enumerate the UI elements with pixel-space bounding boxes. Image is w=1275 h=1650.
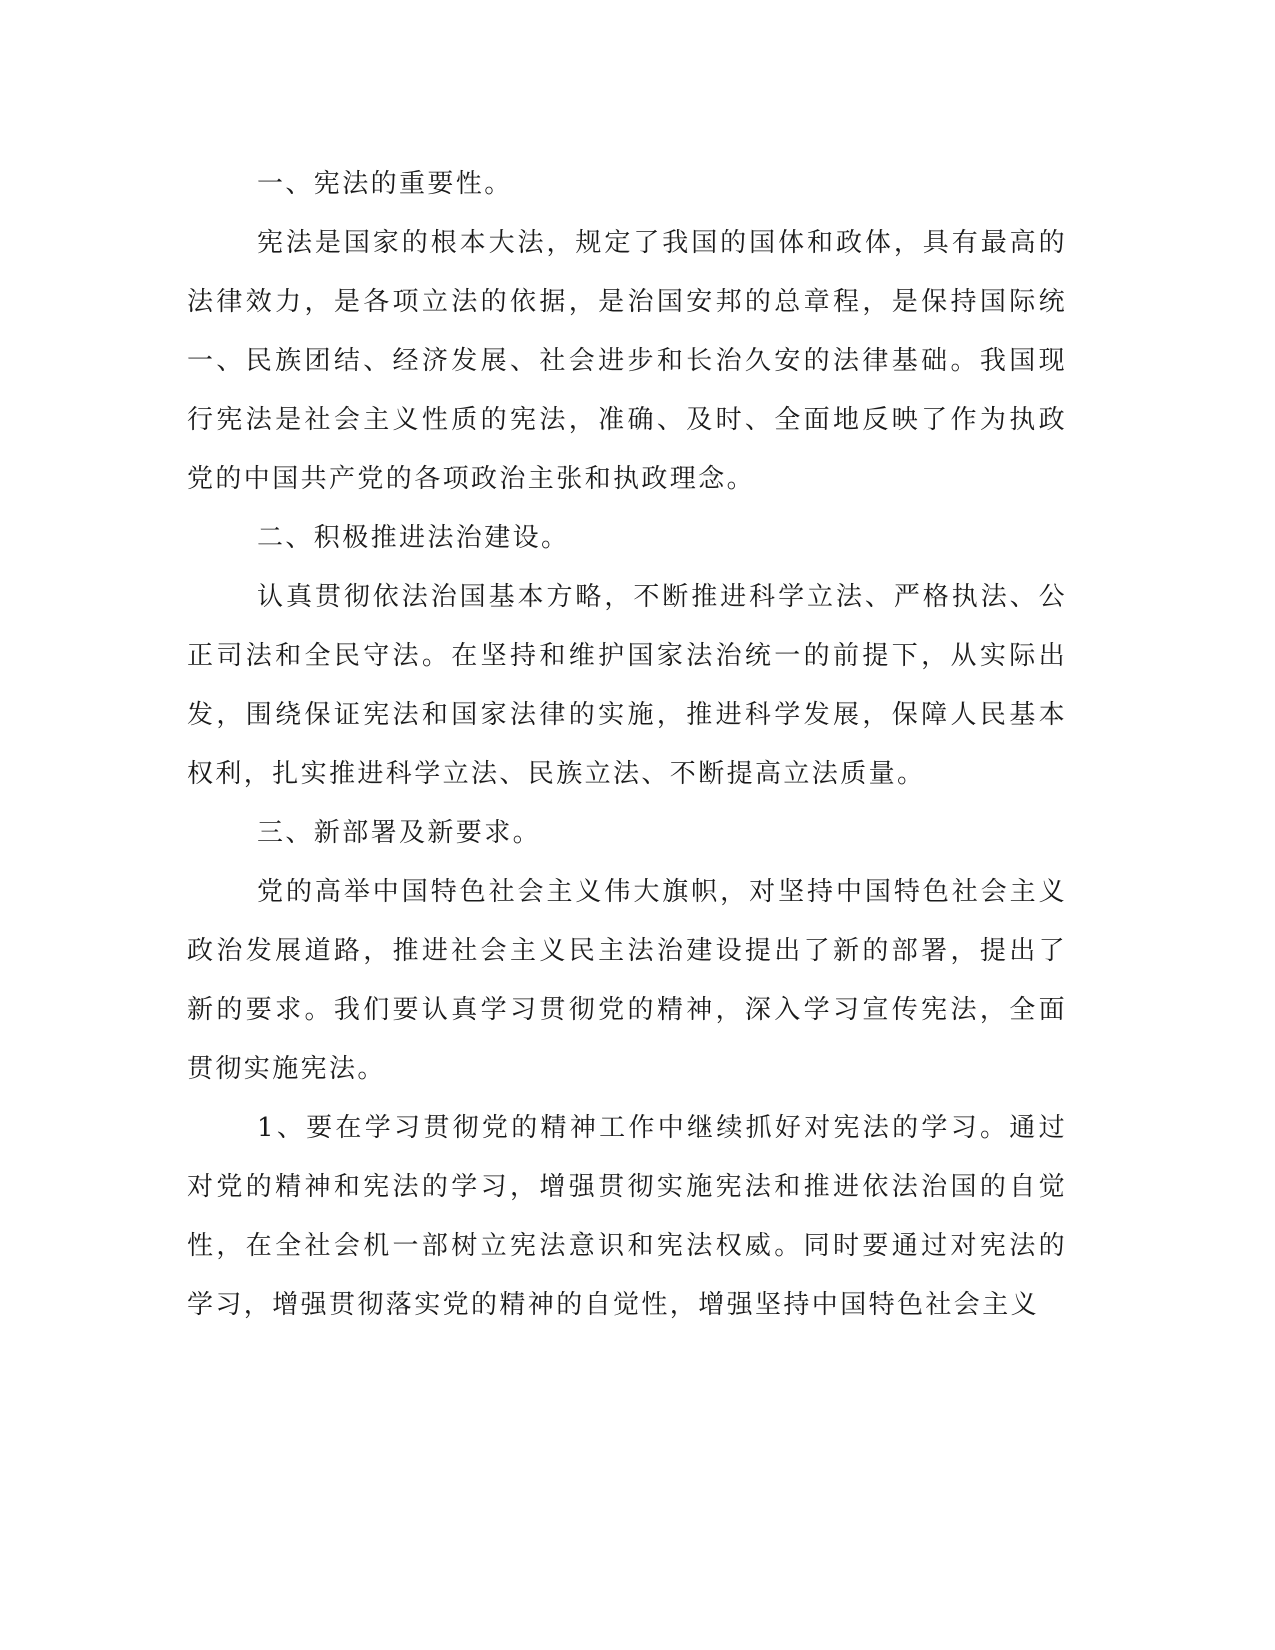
section-heading: 二、积极推进法治建设。 [257, 523, 570, 553]
document-body [187, 155, 1067, 1335]
body-paragraph: 党的高举中国特色社会主义伟大旗帜，对坚持中国特色社会主义政治发展道路，推进社会主义民主法治建设提出了新的部署，提出了新的要求。我们要认真学习贯彻党的精神，深入学习宣传宪法，全面贯彻实施宪法。 [187, 877, 1067, 1084]
section-heading: 一、宪法的重要性。 [257, 169, 513, 199]
body-paragraph: 宪法是国家的根本大法，规定了我国的国体和政体，具有最高的法律效力，是各项立法的依据，是治国安邦的总章程，是保持国际统一、民族团结、经济发展、社会进步和长治久安的法律基础。我国现行宪法是社会主义性质的宪法，准确、及时、全面地反映了作为执政党的中国共产党的各项政治主张和执政理念。 [187, 228, 1067, 494]
section-heading: 三、新部署及新要求。 [257, 818, 542, 848]
body-paragraph: 1、要在学习贯彻党的精神工作中继续抓好对宪法的学习。通过对党的精神和宪法的学习，增强贯彻实施宪法和推进依法治国的自觉性，在全社会机一部树立宪法意识和宪法权威。同时要通过对宪法的学习，增强贯彻落实党的精神的自觉性，增强坚持中国特色社会主义 [187, 1113, 1067, 1320]
body-paragraph: 认真贯彻依法治国基本方略，不断推进科学立法、严格执法、公正司法和全民守法。在坚持和维护国家法治统一的前提下，从实际出发，围绕保证宪法和国家法律的实施，推进科学发展，保障人民基本权利，扎实推进科学立法、民族立法、不断提高立法质量。 [187, 582, 1067, 789]
